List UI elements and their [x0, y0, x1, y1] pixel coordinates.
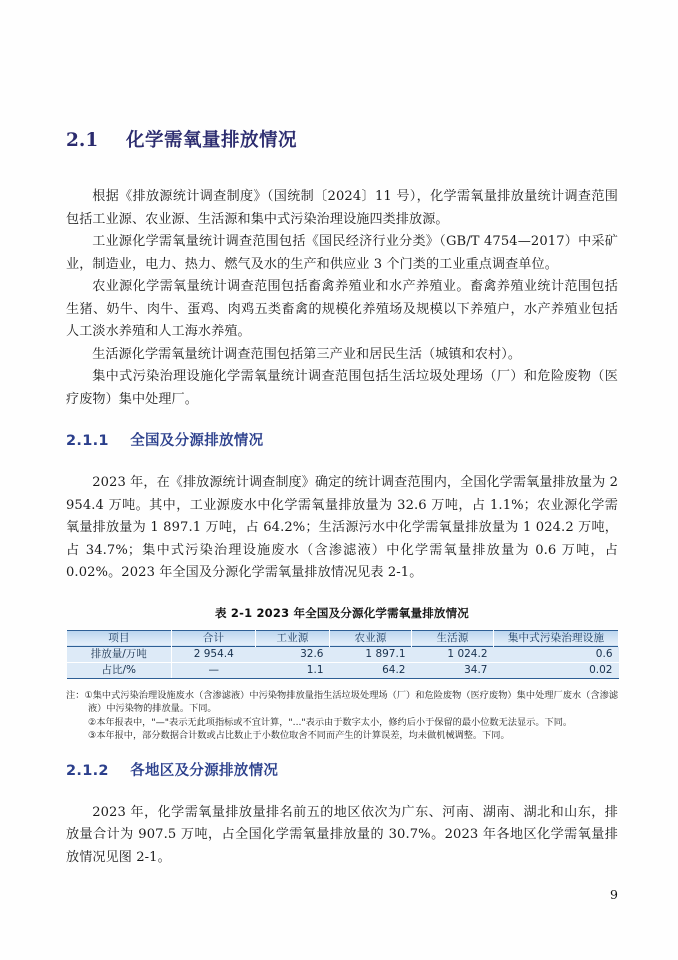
table-body — [67, 646, 619, 678]
cell-share-total: — — [172, 662, 256, 678]
cell-emission-centralized: 0.6 — [494, 646, 619, 662]
table-header-agricultural: 农业源 — [330, 630, 412, 646]
row-label-emission: 排放量/万吨 — [67, 646, 172, 662]
cell-share-domestic: 34.7 — [412, 662, 494, 678]
cell-emission-total: 2 954.4 — [172, 646, 256, 662]
table-header-item: 项目 — [67, 630, 172, 646]
paragraph-agricultural-source: 农业源化学需氧量统计调查范围包括畜禽养殖业和水产养殖业。畜禽养殖业统计范围包括生猪、奶牛、肉牛、蛋鸡、肉鸡五类畜禽的规模化养殖场及规模以下养殖户，水产养殖业包括人工淡水养殖和人工海水养殖。 — [66, 279, 618, 339]
table-note-1 — [66, 689, 618, 716]
table-row — [67, 646, 619, 662]
row-label-share: 占比/% — [67, 662, 172, 678]
section-number: 2.1 — [66, 130, 99, 151]
subsection-title-1: 全国及分源排放情况 — [130, 433, 264, 449]
paragraph-industrial-source: 工业源化学需氧量统计调查范围包括《国民经济行业分类》（GB/T 4754—2017）中采矿业，制造业，电力、热力、燃气及水的生产和供应业 3 个门类的工业重点调查单位。 — [66, 234, 618, 272]
page-content — [66, 0, 618, 869]
paragraph-domestic-source: 生活源化学需氧量统计调查范围包括第三产业和居民生活（城镇和农村）。 — [92, 346, 522, 362]
subsection-number-1: 2.1.1 — [66, 433, 109, 449]
subsection-number-2: 2.1.2 — [66, 762, 109, 779]
table-note-2: ②本年报表中，"—"表示无此项指标或不宜计算，"..."表示由于数字太小，修约后小于保留的最小位数无法显示。下同。 — [88, 716, 573, 728]
section-title: 化学需氧量排放情况 — [125, 130, 297, 151]
subsection-heading-2-1-1 — [66, 429, 618, 450]
section-heading-2-1 — [66, 126, 618, 152]
table-head — [67, 630, 619, 646]
cell-emission-industrial: 32.6 — [256, 646, 330, 662]
paragraph-centralized-facility: 集中式污染治理设施化学需氧量统计调查范围包括生活垃圾处理场（厂）和危险废物（医疗废物）集中处理厂。 — [66, 369, 618, 407]
table-row — [67, 662, 619, 678]
table-header-industrial: 工业源 — [256, 630, 330, 646]
cell-share-agricultural: 64.2 — [330, 662, 412, 678]
notes-label: 注： — [66, 689, 85, 701]
table-notes — [66, 689, 618, 743]
page-number: 9 — [610, 887, 618, 902]
table-header-row — [67, 630, 619, 646]
paragraph-scope-overview: 根据《排放源统计调查制度》（国统制〔2024〕11 号），化学需氧量排放量统计调查范围包括工业源、农业源、生活源和集中式污染治理设施四类排放源。 — [66, 189, 618, 227]
emissions-table — [66, 630, 619, 679]
subsection-heading-2-1-2 — [66, 759, 618, 780]
paragraph-national-summary: 2023 年，在《排放源统计调查制度》确定的统计调查范围内，全国化学需氧量排放量为 2 954.4 万吨。其中，工业源废水中化学需氧量排放量为 32.6 万吨，占 1.1%；农业源化学需氧量排放量为 1 897.1 万吨，占 64.2%；生活源污水中化学需氧量排放量为 1 024.2 万吨，占 34.7%；集中式污染治理设施废水（含渗滤液）中化学需氧量排放量为 0.6 万吨，占 0.02%。2023 年全国及分源化学需氧量排放情况见表 2-1。 — [66, 475, 618, 580]
table-note-3: ③本年报中，部分数据合计数或占比数止于小数位取舍不同而产生的计算误差，均未做机械调整。下同。 — [88, 730, 510, 741]
subsection-title-2: 各地区及分源排放情况 — [130, 762, 279, 779]
table-header-domestic: 生活源 — [412, 630, 494, 646]
cell-share-industrial: 1.1 — [256, 662, 330, 678]
cell-emission-agricultural: 1 897.1 — [330, 646, 412, 662]
note-1-text: ①集中式污染治理设施废水（含渗滤液）中污染物排放量指生活垃圾处理场（厂）和危险废物（医疗废物）集中处理厂废水（含渗滤液）中污染物的排放量。下同。 — [84, 689, 619, 714]
cell-share-centralized: 0.02 — [494, 662, 619, 678]
table-caption: 表 2-1 2023 年全国及分源化学需氧量排放情况 — [215, 605, 469, 620]
cell-emission-domestic: 1 024.2 — [412, 646, 494, 662]
table-header-centralized: 集中式污染治理设施 — [494, 630, 619, 646]
table-header-total: 合计 — [172, 630, 256, 646]
table-container — [66, 630, 618, 679]
paragraph-regional-summary: 2023 年，化学需氧量排放量排名前五的地区依次为广东、河南、湖南、湖北和山东，排放量合计为 907.5 万吨，占全国化学需氧量排放量的 30.7%。2023 年各地区化学需氧量排放情况见图 2-1。 — [66, 804, 618, 865]
